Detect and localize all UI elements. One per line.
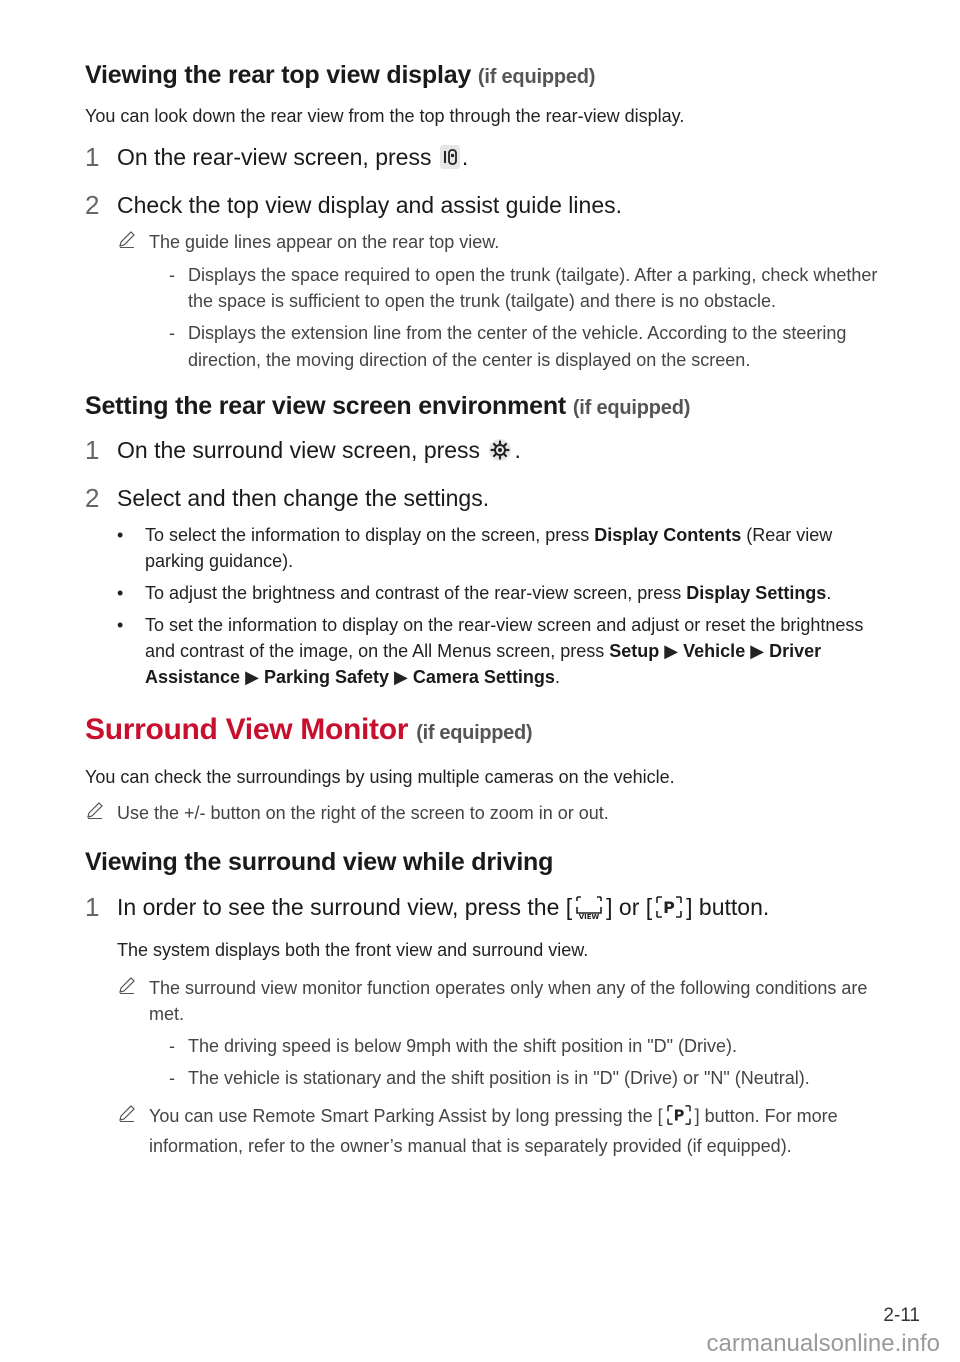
step-number: 1 xyxy=(85,891,100,922)
display-settings-label: Display Settings xyxy=(686,582,827,603)
note: Use the +/- button on the right of the screen to zoom in or out. xyxy=(85,800,885,827)
arrow-right-icon: ▶ xyxy=(394,667,408,688)
note: The surround view monitor function operates only when any of the following conditions are met. xyxy=(85,975,885,1027)
step-1: 1 In order to see the surround view, press the [ VIEW ] or [ P ] button. xyxy=(85,893,885,927)
section-intro: You can look down the rear view from the top through the rear-view display. xyxy=(85,106,685,127)
bullet-item: • To select the information to display on the screen, press Display Contents (Rear view parking guidance). xyxy=(85,522,885,574)
camera-settings-label: Camera Settings xyxy=(412,667,555,688)
arrow-right-icon: ▶ xyxy=(750,641,765,661)
manual-page xyxy=(85,60,885,1159)
note: The guide lines appear on the rear top view. xyxy=(85,229,885,256)
pencil-note-icon xyxy=(117,975,149,1002)
bullet-marker: • xyxy=(117,524,124,545)
dash-marker: - xyxy=(169,1067,175,1088)
dash-item: - Displays the extension line from the center of the vehicle. According to the steering direction, the moving direction of the center is displayed on the screen. xyxy=(85,320,885,372)
if-equipped-label: (if equipped) xyxy=(477,66,596,88)
vehicle-label: Vehicle xyxy=(683,641,746,661)
arrow-right-icon: ▶ xyxy=(245,667,259,688)
step-1: 1 On the surround view screen, press . xyxy=(85,436,885,470)
parking-button-icon xyxy=(654,895,684,927)
dash-item: - The driving speed is below 9mph with the shift position in "D" (Drive). xyxy=(85,1033,885,1059)
setup-label: Setup xyxy=(609,641,660,661)
arrow-right-icon: ▶ xyxy=(664,641,679,661)
bullet-item: • To set the information to display on the rear-view screen and adjust or reset the brightness and contrast of the image, on the All Menus screen, press Setup ▶ Vehicle ▶ Driver Assistance ▶ Parking Safety ▶ Camera Settings. xyxy=(85,612,885,690)
step-2: 2 Check the top view display and assist guide lines. xyxy=(85,190,623,221)
step-number: 2 xyxy=(85,482,100,513)
dash-marker: - xyxy=(169,1035,175,1056)
dash-marker: - xyxy=(169,265,175,286)
gear-icon xyxy=(488,438,512,470)
section-intro: You can check the surroundings by using multiple cameras on the vehicle. xyxy=(85,767,675,788)
bullet-marker: • xyxy=(117,582,124,603)
watermark: carmanualsonline.info xyxy=(706,1330,940,1357)
pencil-note-icon xyxy=(117,229,149,256)
bullet-marker: • xyxy=(117,614,124,635)
dash-item: - Displays the space required to open the trunk (tailgate). After a parking, check whether the space is sufficient to open the trunk (tailgate) and there is no obstacle. xyxy=(85,262,885,314)
svg-text:VIEW: VIEW xyxy=(578,912,600,919)
view-camera-button-icon xyxy=(574,895,604,927)
page-number: 2-11 xyxy=(883,1305,920,1326)
dash-item: - The vehicle is stationary and the shift position is in "D" (Drive) or "N" (Neutral). xyxy=(85,1065,885,1091)
display-contents-label: Display Contents xyxy=(594,524,742,545)
step-1: 1 On the rear-view screen, press . xyxy=(85,143,885,177)
driver-assistance-label: Driver Assistance xyxy=(145,641,822,688)
pencil-note-icon xyxy=(85,800,117,827)
parking-safety-label: Parking Safety xyxy=(263,667,389,688)
step-number: 2 xyxy=(85,190,100,221)
step-description: The system displays both the front view and surround view. xyxy=(117,939,589,960)
rear-top-view-icon xyxy=(440,145,460,177)
step-number: 1 xyxy=(85,434,100,465)
svg-text:P: P xyxy=(663,897,676,917)
if-equipped-label: (if equipped) xyxy=(416,722,533,745)
section-title-surround-view-monitor: Surround View Monitor (if equipped) xyxy=(85,713,533,747)
step-number: 1 xyxy=(85,142,100,173)
note: You can use Remote Smart Parking Assist by long pressing the [ P ] button. For more information, refer to the owner’s manual that is separately provided (if equipped). xyxy=(85,1103,885,1159)
section-title-rear-top-view: Viewing the rear top view display (if equipped) xyxy=(85,61,596,89)
pencil-note-icon xyxy=(117,1103,149,1130)
if-equipped-label: (if equipped) xyxy=(572,396,691,419)
section-title-rear-view-environment: Setting the rear view screen environment (if equipped) xyxy=(85,391,691,420)
dash-marker: - xyxy=(169,323,175,344)
parking-button-icon xyxy=(665,1104,693,1133)
svg-text:P: P xyxy=(673,1107,684,1125)
bullet-item: • To adjust the brightness and contrast of the rear-view screen, press Display Settings. xyxy=(85,580,885,606)
step-2: 2 Select and then change the settings. xyxy=(85,482,490,513)
section-title-surround-view-driving: Viewing the surround view while driving xyxy=(85,848,554,877)
